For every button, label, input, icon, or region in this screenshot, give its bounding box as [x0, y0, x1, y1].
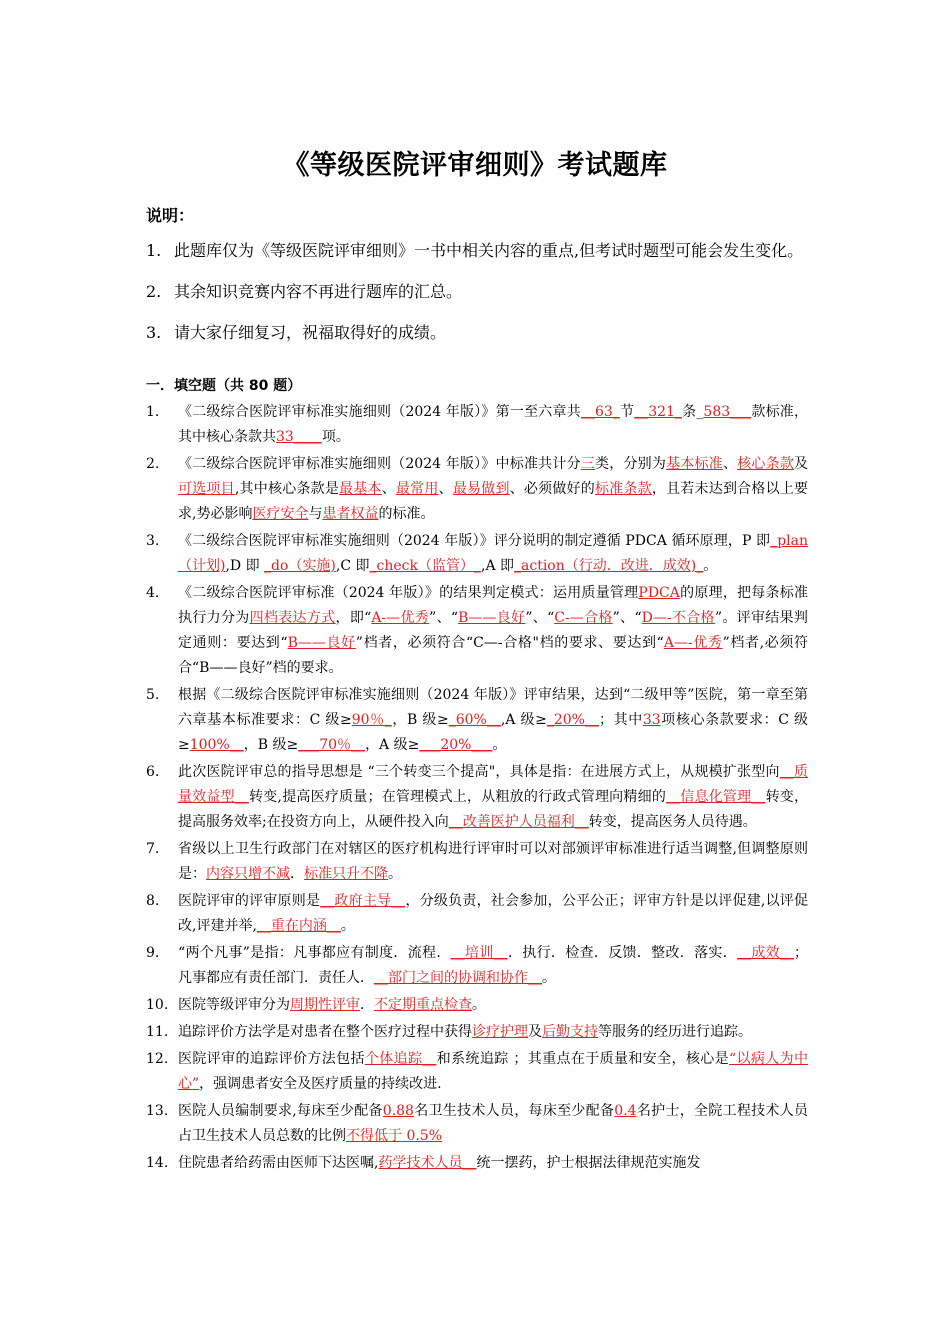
question-text: 医院等级评审分为	[178, 997, 290, 1013]
question-text: 。	[340, 918, 355, 934]
answer-blank: _check（监管）_	[369, 558, 481, 574]
answer-blank: ___70％__	[298, 737, 366, 753]
answer-blank: 后勤支持	[542, 1024, 598, 1040]
question-text: 转变,提高医疗质量；在管理模式上，从粗放的行政式管理向精细的	[248, 789, 667, 805]
answer-blank: __部门之间的协调和协作__	[374, 970, 542, 986]
question-text: ”、“	[612, 610, 642, 626]
answer-blank: 0.4	[614, 1103, 637, 1119]
answer-blank: 周期性评审	[290, 997, 360, 1013]
notes-list	[146, 238, 808, 361]
answer-blank: __63_	[580, 404, 620, 420]
question-item	[146, 993, 808, 1018]
question-text: “两个凡事”是指：凡事都应有制度．流程．	[178, 945, 451, 961]
question-text: 、	[722, 456, 738, 472]
question-text: ,A 级≥	[500, 712, 547, 728]
question-text: ，即“	[335, 610, 372, 626]
question-number: 14.	[146, 1155, 169, 1171]
question-text: 的原理，把每条标准执行力分为	[178, 585, 809, 626]
question-text: 节	[619, 404, 635, 420]
note-item	[146, 279, 808, 304]
note-item	[146, 238, 808, 263]
question-list	[146, 400, 808, 1178]
question-text: 住院患者给药需由医师下达医嘱,	[178, 1155, 379, 1171]
question-number: 10.	[146, 997, 169, 1013]
question-text: 《二级综合医院评审标准（2024 年版）》的结果判定模式：运用质量管理	[178, 585, 639, 601]
answer-blank: _20%__	[546, 712, 599, 728]
answer-blank: 四档表达方式	[249, 610, 336, 626]
answer-blank: 90％_	[351, 712, 392, 728]
question-item	[146, 1151, 808, 1176]
question-text: 医院评审的评审原则是	[178, 893, 321, 909]
question-text: ”、“	[429, 610, 459, 626]
question-text: 。	[388, 866, 402, 882]
question-number: 4.	[146, 585, 160, 601]
question-item	[146, 400, 808, 450]
question-text: 《二级综合医院评审标准实施细则（2024 年版）》第一至六章共	[178, 404, 581, 420]
answer-blank: A—-优秀	[663, 635, 723, 651]
question-text: 项核心条款要求：C 级≥	[178, 712, 808, 753]
answer-blank: __信息化管理__	[666, 789, 766, 805]
question-text: 。	[542, 970, 556, 986]
question-item	[146, 1047, 808, 1097]
question-text: 转变，提高医务人员待遇。	[588, 814, 757, 830]
answer-blank: A-—优秀	[371, 610, 430, 626]
answer-blank: _plan（计划)	[178, 533, 808, 574]
question-text: 与	[308, 506, 323, 522]
answer-blank: C-—合格	[554, 610, 613, 626]
answer-blank: 100%__	[189, 737, 244, 753]
question-number: 7.	[146, 841, 160, 857]
question-text: ”、“	[525, 610, 555, 626]
note-text: 此题库仅为《等级医院评审细则》一书中相关内容的重点,但考试时题型可能会发生变化。	[174, 241, 804, 260]
answer-blank: “以病人为中心”	[178, 1051, 809, 1092]
question-text: ，B 级≥	[391, 712, 449, 728]
answer-blank: __培训__	[450, 945, 508, 961]
question-number: 9.	[146, 945, 160, 961]
question-text: ；凡事都应有责任部门．责任人．	[178, 945, 809, 986]
note-number: 1.	[146, 241, 162, 260]
question-text: 条_	[681, 404, 704, 420]
question-text: ．	[360, 997, 374, 1013]
question-item	[146, 683, 808, 758]
answer-blank: 33	[642, 712, 661, 728]
question-text: 项。	[321, 429, 350, 445]
answer-blank: 药学技术人员__	[378, 1155, 477, 1171]
question-text: 及	[794, 456, 809, 472]
question-text: 类，分别为	[595, 456, 667, 472]
question-item	[146, 941, 808, 991]
question-text: ”档者,必须符合“B——良好”档的要求。	[178, 635, 808, 676]
question-text: 根据《二级综合医院评审标准实施细则（2024 年版）》评审结果，达到“二级甲等”医院，第一章至第六章基本标准要求：C 级≥	[178, 687, 808, 728]
question-number: 13.	[146, 1103, 169, 1119]
answer-blank: D—-不合格	[641, 610, 715, 626]
question-text: 及	[528, 1024, 542, 1040]
question-item	[146, 760, 808, 835]
question-item	[146, 1020, 808, 1045]
question-text: 统一摆药，护士根据法律规范实施发	[476, 1155, 701, 1171]
question-number: 8.	[146, 893, 160, 909]
answer-blank: __成效__	[737, 945, 795, 961]
question-text: 。	[472, 997, 486, 1013]
question-text: 《二级综合医院评审标准实施细则（2024 年版）》中标准共计分	[178, 456, 581, 472]
note-number: 2.	[146, 282, 162, 301]
answer-blank: 标准只升不降	[304, 866, 388, 882]
document-title: 《等级医院评审细则》考试题库	[282, 150, 668, 181]
answer-blank: B——良好	[458, 610, 526, 626]
answer-blank: 最基本	[339, 481, 382, 497]
answer-blank: 最常用	[395, 481, 439, 497]
question-text: 款标准，其中核心条款共	[178, 404, 809, 445]
question-text: ，A 级≥	[365, 737, 420, 753]
question-item	[146, 581, 808, 681]
question-text: ；其中	[598, 712, 643, 728]
question-text: 医院评审的追踪评价方法包括	[178, 1051, 365, 1067]
question-text: 、	[438, 481, 453, 497]
answer-blank: ___20%___	[419, 737, 493, 753]
question-text: 转变，提高服务效率;在投资方向上，从硬件投入向	[178, 789, 809, 830]
question-text: 的标准。	[378, 506, 435, 522]
answer-blank: _action（行动．改进．成效)_	[514, 558, 704, 574]
answer-blank: __321_	[634, 404, 682, 420]
question-text: 和系统追踪 ；其重点在于质量和安全，核心是	[436, 1051, 729, 1067]
answer-blank: _60%__	[448, 712, 501, 728]
question-text: 追踪评价方法学是对患者在整个医疗过程中获得	[178, 1024, 472, 1040]
section-title: 一．填空题（共 80 题）	[146, 378, 302, 394]
note-text: 其余知识竞赛内容不再进行题库的汇总。	[174, 282, 463, 301]
question-item	[146, 1099, 808, 1149]
question-text: ,D 即	[225, 558, 265, 574]
answer-blank: _do（实施)	[264, 558, 336, 574]
question-text: ，分级负责，社会参加，公平公正；评审方针是以评促建,以评促改,评建并举,	[178, 893, 809, 934]
question-text: 。	[703, 558, 718, 574]
question-text: ,C 即	[335, 558, 370, 574]
answer-blank: 医疗安全	[252, 506, 309, 522]
answer-blank: 583___	[703, 404, 752, 420]
answer-blank: 内容只增不减	[206, 866, 290, 882]
answer-blank: __政府主导__	[320, 893, 406, 909]
question-number: 6.	[146, 764, 160, 780]
answer-blank: 基本标准	[666, 456, 723, 472]
question-text: ”档者，必须符合“C—-合格"档的要求、要达到“	[355, 635, 664, 651]
question-text: 此次医院评审总的指导思想是 “三个转变三个提高"，具体是指：在进展方式上，从规模扩张型向	[178, 764, 780, 780]
question-text: 等服务的经历进行追踪。	[598, 1024, 752, 1040]
question-text: ”。评审结果判定通则：要达到“	[178, 610, 808, 651]
note-text: 请大家仔细复习，祝福取得好的成绩。	[174, 323, 447, 342]
question-item	[146, 452, 808, 527]
answer-blank: __重在内涵__	[256, 918, 341, 934]
answer-blank: B——良好	[287, 635, 356, 651]
question-number: 11.	[146, 1024, 169, 1040]
question-number: 1.	[146, 404, 160, 420]
answer-blank: 不得低于 0.5%	[346, 1128, 443, 1144]
note-label: 说明：	[146, 206, 195, 225]
question-text: 《二级综合医院评审标准实施细则（2024 年版）》评分说明的制定遵循 PDCA 循环原理，P 即	[178, 533, 771, 549]
question-text: ，且若未达到合格以上要求,势必影响	[178, 481, 809, 522]
answer-blank: 0.88	[382, 1103, 414, 1119]
answer-blank: 核心条款	[737, 456, 795, 472]
question-text: 名护士，全院工程技术人员占卫生技术人员总数的比例	[178, 1103, 809, 1144]
question-text: ,A 即	[481, 558, 515, 574]
question-text: ，强调患者安全及医疗质量的持续改进.	[199, 1076, 442, 1092]
question-text: 、	[381, 481, 396, 497]
question-item	[146, 837, 808, 887]
question-text: 医院人员编制要求,每床至少配备	[178, 1103, 383, 1119]
answer-blank: 33____	[276, 429, 322, 445]
answer-blank: 诊疗护理	[472, 1024, 528, 1040]
answer-blank: __质量效益型__	[178, 764, 809, 805]
answer-blank: 三	[580, 456, 596, 472]
note-number: 3.	[146, 323, 162, 342]
answer-blank: 个体追踪__	[364, 1051, 437, 1067]
question-text: 省级以上卫生行政部门在对辖区的医疗机构进行评审时可以对部颁评审标准进行适当调整,但调整原则是：	[178, 841, 808, 882]
answer-blank: 不定期重点检查	[374, 997, 472, 1013]
question-number: 2.	[146, 456, 160, 472]
answer-blank: 可选项目	[178, 481, 235, 497]
question-text: ，B 级≥	[243, 737, 299, 753]
question-text: 名卫生技术人员，每床至少配备	[413, 1103, 615, 1119]
question-item	[146, 889, 808, 939]
answer-blank: PDCA	[638, 585, 680, 601]
answer-blank: 患者权益	[322, 506, 379, 522]
question-item	[146, 529, 808, 579]
note-item	[146, 320, 808, 345]
question-text: ．执行．检查．反馈．整改．落实．	[507, 945, 738, 961]
answer-blank: 最易做到	[452, 481, 510, 497]
question-number: 12.	[146, 1051, 169, 1067]
question-text: 。	[492, 737, 507, 753]
question-text: ,其中核心条款是	[234, 481, 340, 497]
question-number: 5.	[146, 687, 160, 703]
question-number: 3.	[146, 533, 160, 549]
question-text: 、必须做好的	[509, 481, 595, 497]
question-text: ．	[290, 866, 304, 882]
answer-blank: 标准条款	[595, 481, 652, 497]
answer-blank: __改善医护人员福利__	[448, 814, 589, 830]
